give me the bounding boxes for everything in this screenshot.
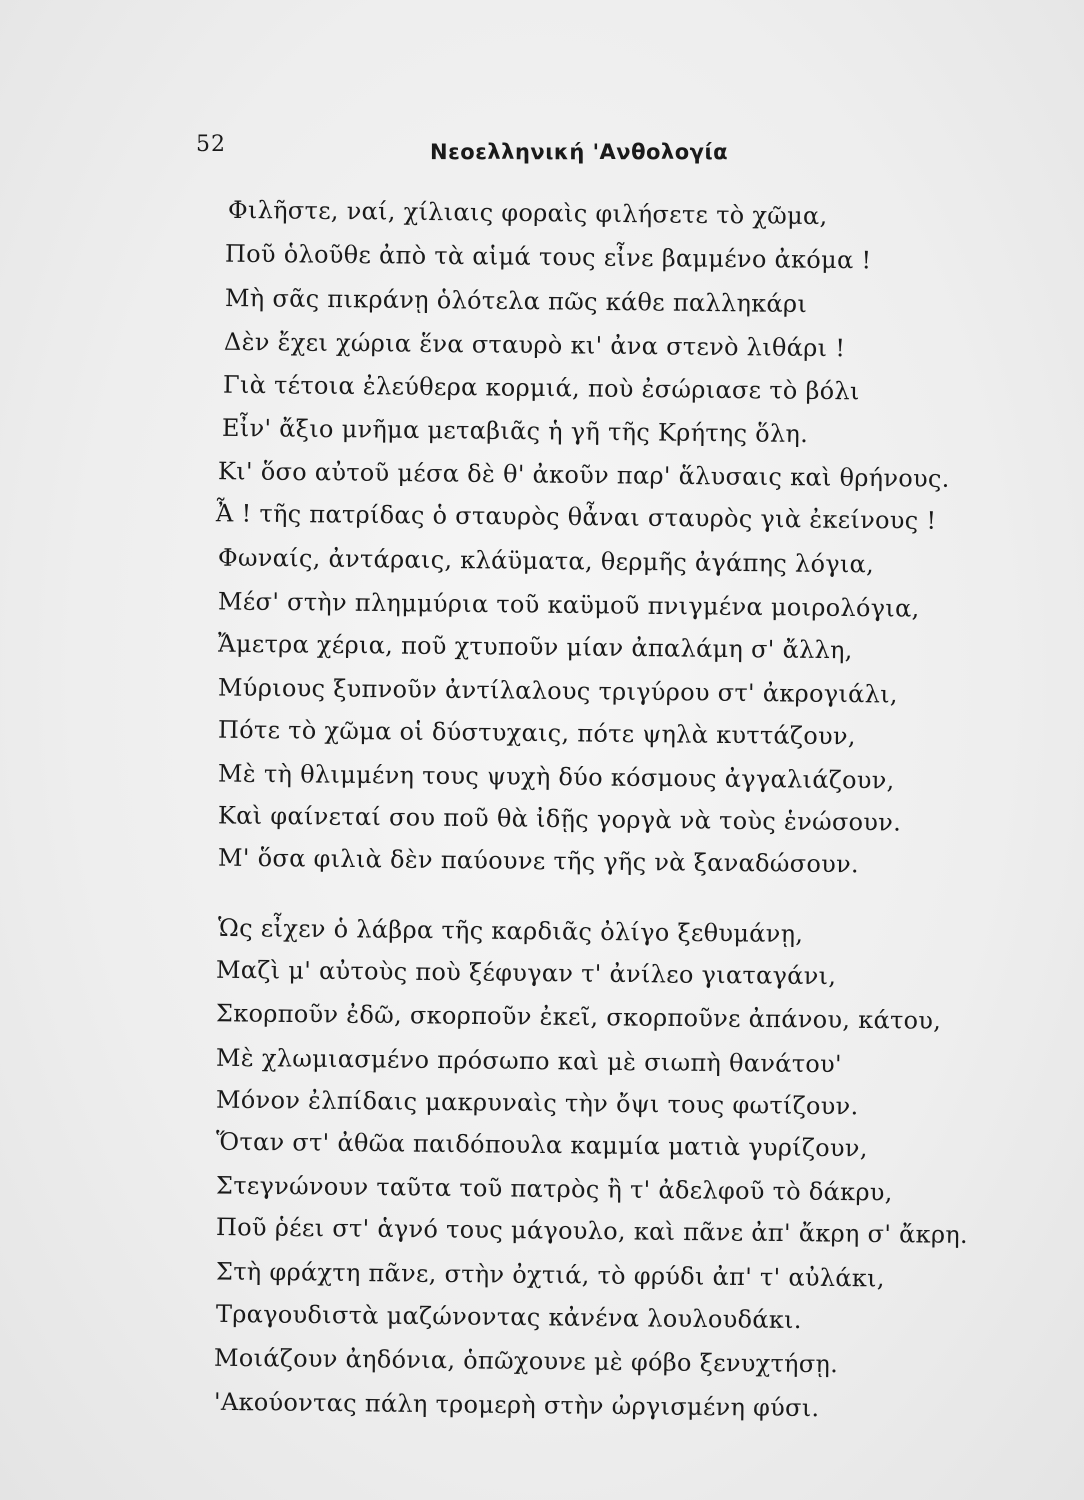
poem-line: Δὲν ἔχει χώρια ἕνα σταυρὸ κι' ἀνα στενὸ λιθάρι ! <box>223 327 846 363</box>
poem-line: Στὴ φράχτη πᾶνε, στὴν ὀχτιά, τὸ φρύδι ἀπ' τ' αὐλάκι, <box>215 1257 885 1293</box>
poem-line: Ἆ ! τῆς πατρίδας ὁ σταυρὸς θἆναι σταυρὸς γιὰ ἐκείνους ! <box>215 499 937 535</box>
poem-line: Μ' ὅσα φιλιὰ δὲν παύουνε τῆς γῆς νὰ ξαναδώσουν. <box>217 843 860 879</box>
poem-line: Τραγουδιστὰ μαζώνοντας κἀνένα λουλουδάκι. <box>215 1299 802 1335</box>
poem-line: Μέσ' στὴν πλημμύρια τοῦ καϋμοῦ πνιγμένα μοιρολόγια, <box>217 587 920 623</box>
poem-line: Σκορποῦν ἐδῶ, σκορποῦν ἐκεῖ, σκορποῦνε ἀπάνου, κάτου, <box>215 999 942 1035</box>
poem-line: Καὶ φαίνεταί σου ποῦ θὰ ἰδῇς γοργὰ νὰ τοὺς ἑνώσουν. <box>217 801 902 837</box>
running-header: Νεοελληνική 'Ανθολογία <box>430 140 729 164</box>
poem-line: Μὴ σᾶς πικράνῃ ὁλότελα πῶς κάθε παλληκάρι <box>224 283 808 319</box>
poem-line: Μοιάζουν ἀηδόνια, ὁπῶχουνε μὲ φόβο ξενυχτήσῃ. <box>213 1343 839 1379</box>
poem-line: Γιὰ τέτοια ἐλεύθερα κορμιά, ποὺ ἐσώριασε τὸ βόλι <box>222 370 860 406</box>
poem-line: Ποῦ ῥέει στ' ἁγνό τους μάγουλο, καὶ πᾶνε ἀπ' ἄκρη σ' ἄκρη. <box>215 1213 969 1249</box>
poem-line: Πότε τὸ χῶμα οἱ δύστυχαις, πότε ψηλὰ κυττάζουν, <box>217 715 856 751</box>
poem-line: Ἄμετρα χέρια, ποῦ χτυποῦν μίαν ἀπαλάμη σ' ἄλλη, <box>217 629 853 665</box>
poem-line: Μαζὶ μ' αὐτοὺς ποὺ ξέφυγαν τ' ἀνίλεο γιαταγάνι, <box>215 955 837 991</box>
poem-line: Ὡς εἶχεν ὁ λάβρα τῆς καρδιᾶς ὀλίγο ξεθυμάνῃ, <box>217 913 804 949</box>
poem-line: Στεγνώνουν ταῦτα τοῦ πατρὸς ἢ τ' ἀδελφοῦ τὸ δάκρυ, <box>215 1171 893 1207</box>
poem-line: Μὲ τὴ θλιμμένη τους ψυχὴ δύο κόσμους ἀγγαλιάζουν, <box>217 759 895 795</box>
poem-line: Ὅταν στ' ἀθῶα παιδόπουλα καμμία ματιὰ γυρίζουν, <box>215 1127 868 1163</box>
poem-line: Ποῦ ὁλοῦθε ἀπὸ τὰ αἱμά τους εἶνε βαμμένο ἀκόμα ! <box>224 239 872 275</box>
page-number: 52 <box>196 132 226 157</box>
poem-line: Μόνον ἐλπίδαις μακρυναὶς τὴν ὄψι τους φωτίζουν. <box>215 1085 859 1121</box>
poem-line: Φιλῆστε, ναί, χίλιαις φοραὶς φιλήσετε τὸ χῶμα, <box>227 195 828 231</box>
poem-line: Μὲ χλωμιασμένο πρόσωπο καὶ μὲ σιωπὴ θανάτου' <box>215 1043 843 1079</box>
poem-line: Μύριους ξυπνοῦν ἀντίλαλους τριγύρου στ' ἀκρογιάλι, <box>217 673 898 709</box>
poem-line: Εἶν' ἄξιο μνῆμα μεταβιᾶς ἡ γῆ τῆς Κρήτης ὅλη. <box>221 413 809 449</box>
poem-line: Φωναίς, ἀντάραις, κλάϋματα, θερμῆς ἀγάπης λόγια, <box>217 543 875 579</box>
poem-line: 'Ακούοντας πάλη τρομερὴ στὴν ὠργισμένη φύσι. <box>213 1387 820 1423</box>
poem-line: Κι' ὅσο αὐτοῦ μέσα δὲ θ' ἀκοῦν παρ' ἅλυσαις καὶ θρήνους. <box>217 457 950 493</box>
